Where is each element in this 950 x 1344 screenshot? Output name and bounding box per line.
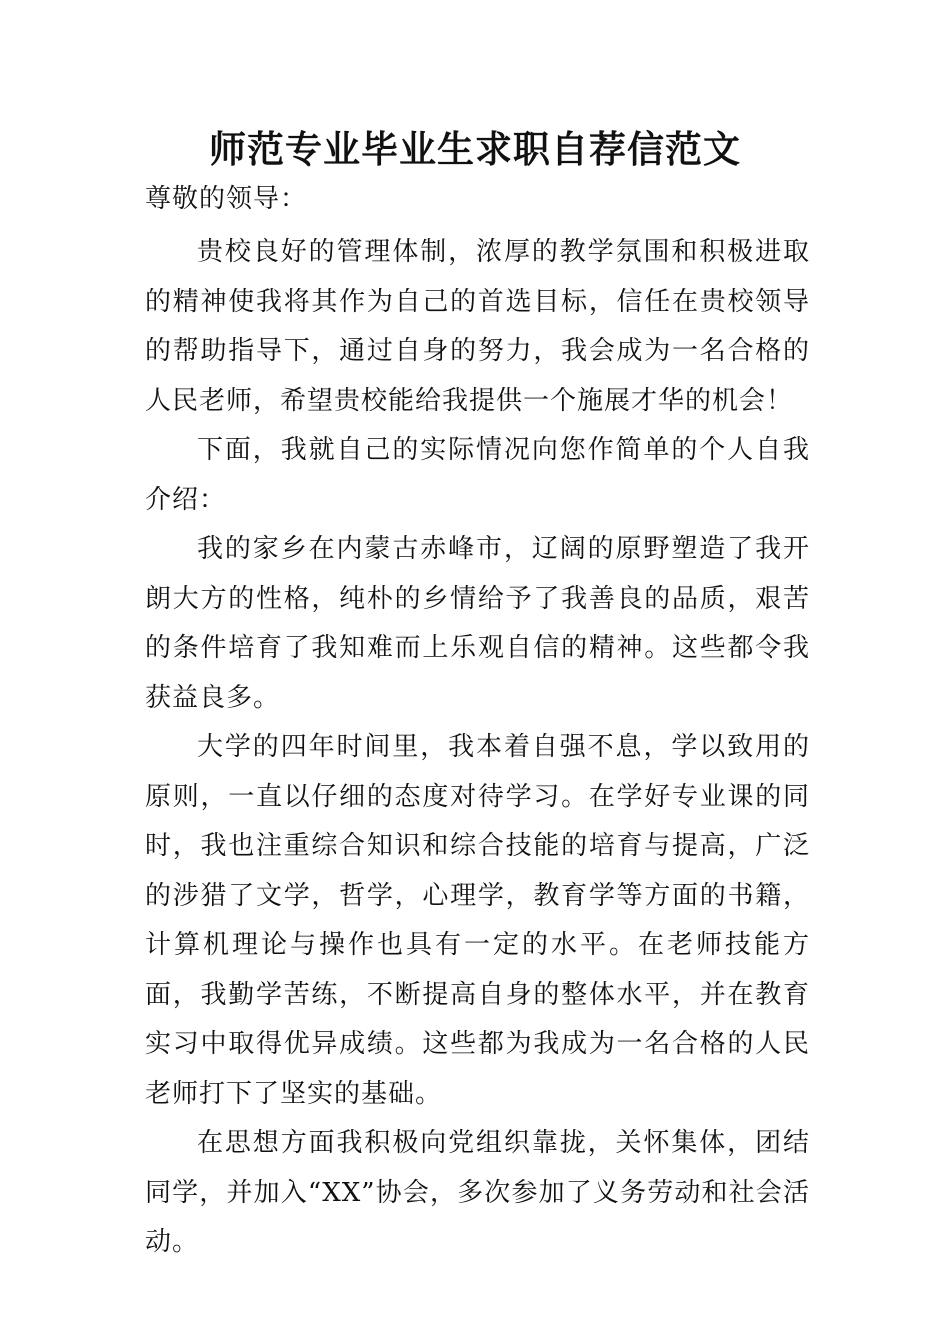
letter-body (145, 176, 810, 1268)
paragraph-2: 下面，我就自己的实际情况向您作简单的个人自我介绍： (145, 435, 810, 515)
salutation: 尊敬的领导： (145, 184, 308, 214)
paragraph-3: 我的家乡在内蒙古赤峰市，辽阔的原野塑造了我开朗大方的性格，纯朴的乡情给予了我善良的品质，艰苦的条件培育了我知难而上乐观自信的精神。这些都令我获益良多。 (145, 534, 810, 713)
paragraph-4: 大学的四年时间里，我本着自强不息，学以致用的原则，一直以仔细的态度对待学习。在学好专业课的同时，我也注重综合知识和综合技能的培育与提高，广泛的涉猎了文学，哲学，心理学，教育学等方面的书籍，计算机理论与操作也具有一定的水平。在老师技能方面，我勤学苦练，不断提高自身的整体水平，并在教育实习中取得优异成绩。这些都为我成为一名合格的人民老师打下了坚实的基础。 (145, 732, 810, 1109)
paragraph-1: 贵校良好的管理体制，浓厚的教学氛围和积极进取的精神使我将其作为自己的首选目标，信任在贵校领导的帮助指导下，通过自身的努力，我会成为一名合格的人民老师，希望贵校能给我提供一个施展才华的机会！ (145, 237, 810, 416)
document-title: 师范专业毕业生求职自荐信范文 (209, 128, 741, 171)
paragraph-5: 在思想方面我积极向党组织靠拢，关怀集体，团结同学，并加入“XX”协会，多次参加了义务劳动和社会活动。 (145, 1128, 810, 1257)
